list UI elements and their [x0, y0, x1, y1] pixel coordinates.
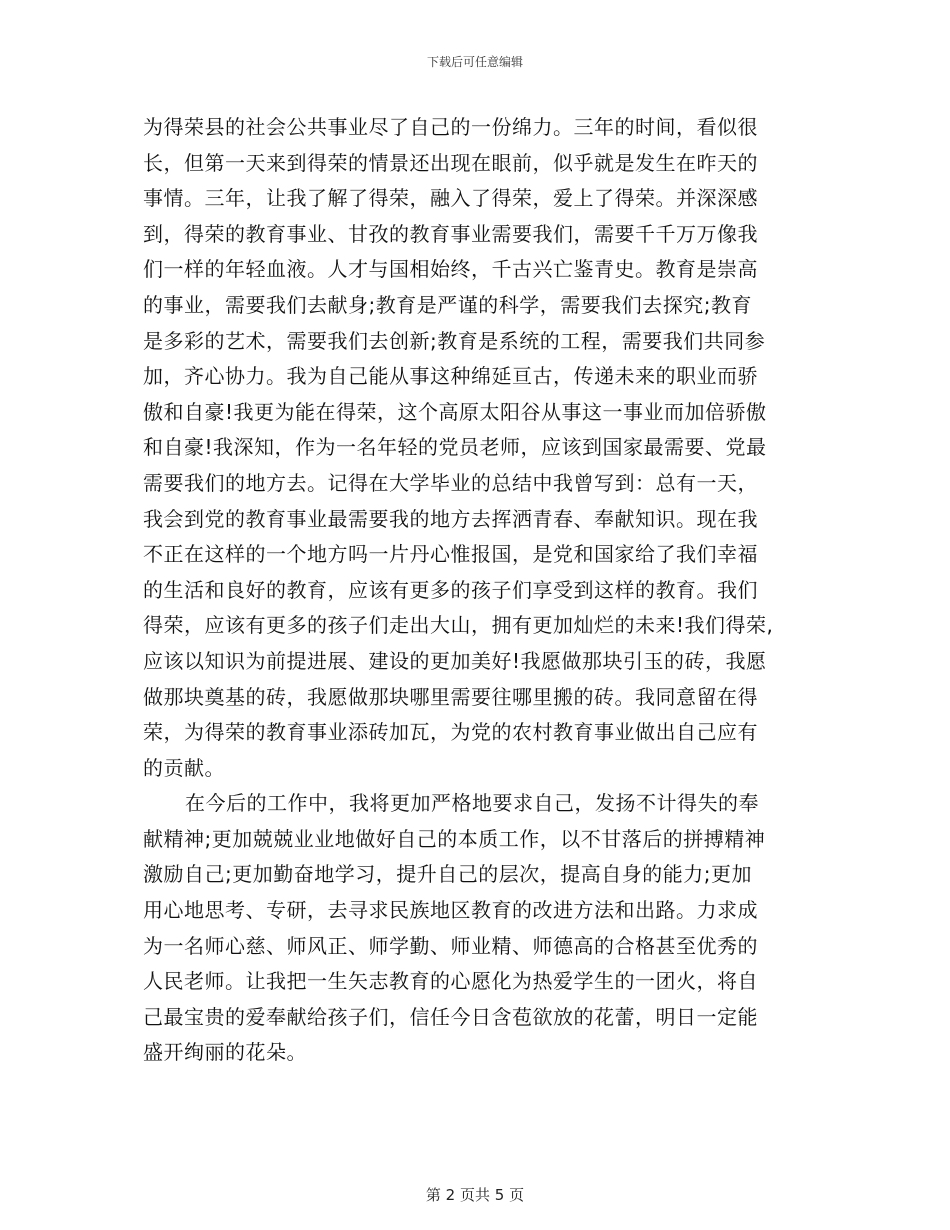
- text-line: 的事业，需要我们去献身;教育是严谨的科学，需要我们去探究;教育: [143, 292, 752, 317]
- text-line: 加，齐心协力。我为自己能从事这种绵延亘古，传递未来的职业而骄: [143, 364, 758, 389]
- text-line: 和自豪!我深知，作为一名年轻的党员老师，应该到国家最需要、党最: [143, 435, 767, 460]
- text-line: 为得荣县的社会公共事业尽了自己的一份绵力。三年的时间，看似很: [143, 115, 758, 139]
- document-body: [143, 110, 823, 1071]
- text-line: 盛开绚丽的花朵。: [143, 1040, 307, 1065]
- text-line: 需要我们的地方去。记得在大学毕业的总结中我曾写到：总有一天，: [143, 470, 758, 495]
- text-line: 我会到党的教育事业最需要我的地方去挥洒青春、奉献知识。现在我: [143, 506, 758, 531]
- text-line: 傲和自豪!我更为能在得荣，这个高原太阳谷从事这一事业而加倍骄傲: [143, 399, 767, 424]
- text-line: 做那块奠基的砖，我愿做那块哪里需要往哪里搬的砖。我同意留在得: [143, 684, 758, 709]
- text-line: 不正在这样的一个地方吗一片丹心惟报国，是党和国家给了我们幸福: [143, 542, 758, 567]
- text-line: 得荣，应该有更多的孩子们走出大山，拥有更加灿烂的未来!我们得荣,: [143, 613, 774, 638]
- text-line: 的贡献。: [143, 755, 225, 780]
- paragraph-2: [143, 786, 823, 1071]
- paragraph-1: [143, 110, 823, 786]
- page-number: 第 2 页共 5 页: [425, 1186, 525, 1204]
- text-line: 的生活和良好的教育，应该有更多的孩子们享受到这样的教育。我们: [143, 577, 758, 602]
- text-line: 为一名师心慈、师风正、师学勤、师业精、师德高的合格甚至优秀的: [143, 933, 758, 958]
- text-line: 长，但第一天来到得荣的情景还出现在眼前，似乎就是发生在昨天的: [143, 150, 758, 175]
- text-line: 应该以知识为前提进展、建设的更加美好!我愿做那块引玉的砖，我愿: [143, 648, 767, 673]
- text-line: 激励自己;更加勤奋地学习，提升自己的层次，提高自身的能力;更加: [143, 862, 752, 887]
- header-note: 下载后可任意编辑: [426, 55, 523, 69]
- text-line: 到，得荣的教育事业、甘孜的教育事业需要我们，需要千千万万像我: [143, 221, 758, 246]
- text-line: 在今后的工作中，我将更加严格地要求自己，发扬不计得失的奉: [185, 791, 759, 816]
- text-line: 们一样的年轻血液。人才与国相始终，千古兴亡鉴青史。教育是崇高: [143, 257, 758, 282]
- text-line: 是多彩的艺术，需要我们去创新;教育是系统的工程，需要我们共同参: [143, 328, 766, 353]
- text-line: 献精神;更加兢兢业业地做好自己的本质工作，以不甘落后的拼搏精神: [143, 826, 766, 851]
- text-line: 荣，为得荣的教育事业添砖加瓦，为党的农村教育事业做出自己应有: [143, 720, 758, 745]
- text-line: 用心地思考、专研，去寻求民族地区教育的改进方法和出路。力求成: [143, 898, 758, 923]
- text-line: 己最宝贵的爱奉献给孩子们，信任今日含苞欲放的花蕾，明日一定能: [143, 1004, 758, 1029]
- text-line: 事情。三年，让我了解了得荣，融入了得荣，爱上了得荣。并深深感: [143, 186, 758, 211]
- text-line: 人民老师。让我把一生矢志教育的心愿化为热爱学生的一团火，将自: [143, 969, 758, 994]
